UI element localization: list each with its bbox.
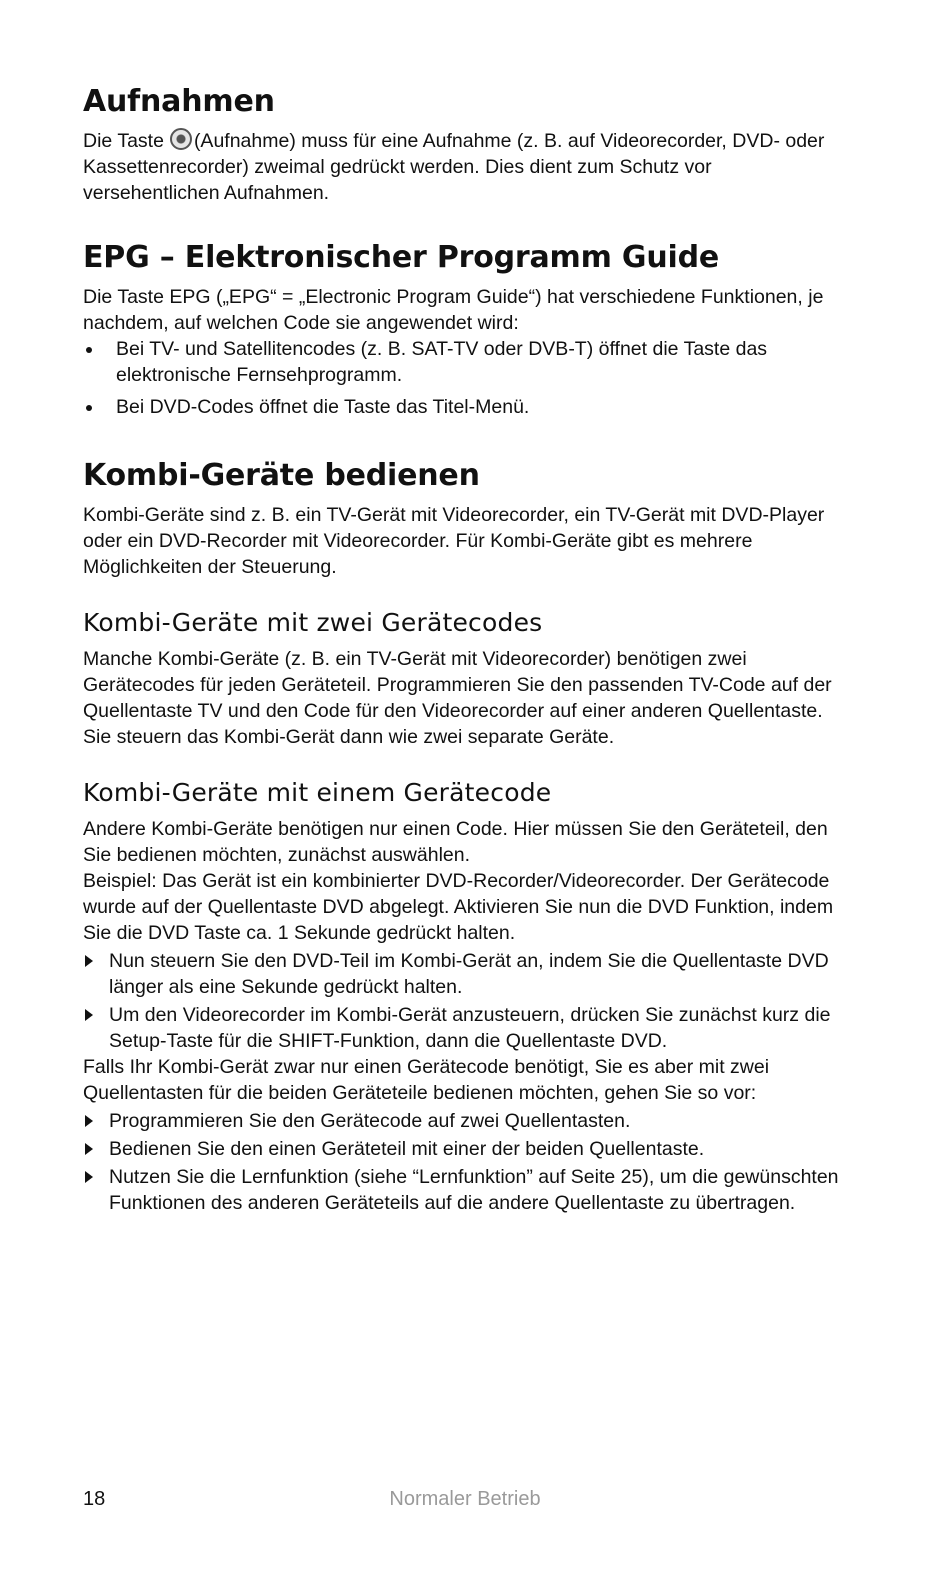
page-number: 18 (83, 1488, 106, 1510)
paragraph-ein-code-1: Andere Kombi-Geräte benötigen nur einen Code. Hier müssen Sie den Geräteteil, den Sie bedienen möchten, zunächst auswählen. (83, 818, 828, 866)
heading-zwei-codes: Kombi-Geräte mit zwei Gerätecodes (83, 608, 543, 637)
steps-list-2 (83, 1108, 853, 1216)
epg-bullet-list (83, 336, 853, 420)
list-item: Um den Videorecorder im Kombi-Gerät anzusteuern, drücken Sie zunächst kurz die Setup-Taste für die SHIFT-Funktion, dann die Quellentaste DVD. (83, 1002, 853, 1054)
footer-chapter-title: Normaler Betrieb (389, 1488, 541, 1510)
paragraph-ein-code-3: Falls Ihr Kombi-Gerät zwar nur einen Gerätecode benötigt, Sie es aber mit zwei Quellentasten für die beiden Geräteteile bedienen möchten, gehen Sie so vor: (83, 1056, 770, 1104)
list-item: Bei DVD-Codes öffnet die Taste das Titel-Menü. (83, 394, 853, 420)
list-item: Bedienen Sie den einen Geräteteil mit einer der beiden Quellentaste. (83, 1136, 853, 1162)
heading-aufnahmen: Aufnahmen (83, 84, 275, 119)
heading-ein-code: Kombi-Geräte mit einem Gerätecode (83, 778, 552, 807)
list-item: Programmieren Sie den Gerätecode auf zwei Quellentasten. (83, 1108, 853, 1134)
paragraph-aufnahmen (83, 128, 853, 206)
heading-kombi: Kombi-Geräte bedienen (83, 458, 480, 493)
paragraph-zwei-codes: Manche Kombi-Geräte (z. B. ein TV-Gerät mit Videorecorder) benötigen zwei Gerätecodes für jeden Geräteteil. Programmieren Sie den passenden TV-Code auf der Quellentaste TV und den Code für den Videorecorder auf einer anderen Quellentaste. Sie steuern das Kombi-Gerät dann wie zwei separate Geräte. (83, 648, 832, 748)
aufnahmen-text-start: Die Taste (83, 130, 164, 152)
paragraph-ein-code-2: Beispiel: Das Gerät ist ein kombinierter DVD-Recorder/Videorecorder. Der Gerätecode wurde auf der Quellentaste DVD abgelegt. Aktivieren Sie nun die DVD Funktion, indem Sie die DVD Taste ca. 1 Sekunde gedrückt halten. (83, 870, 834, 944)
steps-list-1 (83, 948, 853, 1054)
paragraph-kombi-intro: Kombi-Geräte sind z. B. ein TV-Gerät mit Videorecorder, ein TV-Gerät mit DVD-Player oder ein DVD-Recorder mit Videorecorder. Für Kombi-Geräte gibt es mehrere Möglichkeiten der Steuerung. (83, 504, 825, 578)
aufnahmen-text-rest: (Aufnahme) muss für eine Aufnahme (z. B. auf Videorecorder, DVD- oder Kassettenrecorder) zweimal gedrückt werden. Dies dient zum Schutz vor versehentlichen Aufnahmen. (83, 130, 825, 204)
heading-epg: EPG – Elektronischer Programm Guide (83, 240, 719, 275)
page-content (83, 84, 853, 1216)
list-item: Nutzen Sie die Lernfunktion (siehe “Lernfunktion” auf Seite 25), um die gewünschten Funktionen des anderen Geräteteils auf die andere Quellentaste zu übertragen. (83, 1164, 853, 1216)
record-button-icon (170, 128, 192, 150)
list-item: Nun steuern Sie den DVD-Teil im Kombi-Gerät an, indem Sie die Quellentaste DVD länger als eine Sekunde gedrückt halten. (83, 948, 853, 1000)
list-item: Bei TV- und Satellitencodes (z. B. SAT-TV oder DVB-T) öffnet die Taste das elektronische Fernsehprogramm. (83, 336, 853, 388)
paragraph-epg-intro: Die Taste EPG („EPG“ = „Electronic Program Guide“) hat verschiedene Funktionen, je nachdem, auf welchen Code sie angewendet wird: (83, 286, 824, 334)
